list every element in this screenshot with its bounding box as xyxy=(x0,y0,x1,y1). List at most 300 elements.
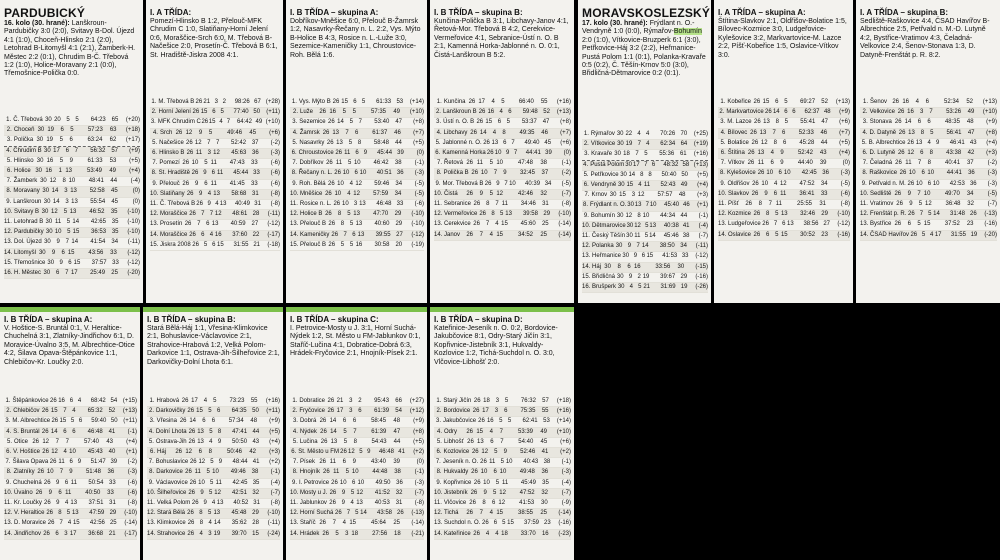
table-cell: 17 xyxy=(336,408,344,415)
table-cell: 38 xyxy=(394,469,401,476)
table-cell: 52:46 xyxy=(520,449,536,456)
table-cell: 5 xyxy=(775,231,779,238)
table-cell: 43 xyxy=(819,150,827,157)
table-cell: 26 xyxy=(907,180,915,187)
table-cell: Jablonné n. O. xyxy=(442,139,482,146)
table-cell: 7. xyxy=(584,192,590,199)
table-row xyxy=(582,242,708,252)
table-cell: 7 xyxy=(345,129,349,136)
table-cell: 63:24 xyxy=(87,137,103,144)
table-cell: 6 xyxy=(781,129,786,136)
table-cell: 9 xyxy=(341,500,345,507)
table-cell: 26 xyxy=(751,139,759,146)
table-row xyxy=(4,136,140,146)
table-cell: 7 xyxy=(504,180,508,187)
table-cell: 7 xyxy=(74,147,78,154)
table-cell: 61:39 xyxy=(371,428,387,435)
table-cell: 2. xyxy=(719,109,725,116)
table-cell: 28 xyxy=(252,520,259,527)
table-cell: 6 xyxy=(765,231,770,238)
table-cell: 13. xyxy=(4,520,13,527)
table-cell: 5 xyxy=(499,418,503,425)
table-cell: 9 xyxy=(59,259,63,266)
table-cell: 55 xyxy=(541,408,549,415)
table-cell: 26 xyxy=(37,469,45,476)
table-cell: 62:37 xyxy=(804,109,820,116)
table-cell: 26 xyxy=(325,211,332,218)
table-row xyxy=(147,519,280,529)
table-cell: 31:69 xyxy=(660,284,676,291)
table-cell: 6 xyxy=(352,479,356,486)
table-cell: St. Město u FM xyxy=(298,449,339,456)
table-cell: 36 xyxy=(541,469,549,476)
table-cell: 42:46 xyxy=(517,190,533,197)
table-cell: 54:43 xyxy=(371,438,387,445)
league-title: I. B TŘÍDA – skupina A: xyxy=(290,8,379,17)
table-cell: (-12) xyxy=(127,259,140,266)
table-cell: Heřmanice xyxy=(592,253,622,260)
table-cell: 11. xyxy=(150,201,158,208)
table-cell: 10 xyxy=(923,190,931,197)
table-cell: Žamrsk xyxy=(299,129,320,136)
table-cell: 14 xyxy=(772,109,780,116)
table-cell: 47:59 xyxy=(89,510,105,517)
table-cell: Hlinsko B xyxy=(159,150,185,157)
table-cell: (+10) xyxy=(556,428,571,435)
table-row xyxy=(4,438,137,448)
table-cell: Polička xyxy=(13,137,34,144)
table-row xyxy=(147,489,280,499)
table-row xyxy=(718,169,850,179)
table-cell: 9 xyxy=(56,479,60,486)
table-cell: 26 xyxy=(334,170,341,177)
table-cell: 26 xyxy=(320,428,327,435)
table-cell: 26 xyxy=(466,160,474,167)
table-cell: 13. xyxy=(290,221,299,228)
table-cell: 26 xyxy=(473,201,481,208)
table-row xyxy=(434,407,571,417)
table-cell: (-24) xyxy=(267,530,280,537)
table-cell: 32 xyxy=(541,489,549,496)
table-cell: Dobratice xyxy=(299,398,326,404)
table-cell: 3. xyxy=(436,418,442,425)
table-row xyxy=(4,157,140,167)
table-cell: (-13) xyxy=(984,211,997,218)
table-cell: 20 xyxy=(54,117,61,123)
table-cell: 26 xyxy=(326,139,334,146)
table-cell: 5 xyxy=(501,99,505,105)
table-cell: 33 xyxy=(253,170,260,177)
table-cell: 1. xyxy=(6,117,12,123)
table-cell: Moraščice xyxy=(160,211,188,218)
table-cell: 6 xyxy=(352,418,357,425)
table-cell: 23 xyxy=(821,231,828,238)
table-cell: 25:55 xyxy=(796,201,812,208)
league-title: I. B TŘÍDA – skupina D: xyxy=(434,315,523,324)
table-cell: 12. xyxy=(582,243,591,250)
table-cell: 11. xyxy=(434,500,442,507)
table-cell: 6 xyxy=(342,459,346,466)
table-cell: (+5) xyxy=(129,157,141,164)
table-row xyxy=(150,118,280,128)
table-cell: (+18) xyxy=(556,398,572,404)
table-cell: Choceň xyxy=(13,127,35,134)
table-cell: 5 xyxy=(210,479,214,486)
table-cell: 41 xyxy=(541,449,549,456)
table-cell: 42:45 xyxy=(801,170,817,177)
table-cell: 10 xyxy=(46,469,54,476)
table-row xyxy=(150,108,280,118)
table-cell: 20 xyxy=(395,241,403,248)
table-cell: 6. xyxy=(583,182,589,189)
section-accent-bar xyxy=(286,307,427,312)
standings-table xyxy=(434,98,571,241)
table-cell: 5 xyxy=(784,119,788,126)
table-cell: 26 xyxy=(42,449,49,456)
table-cell: 16 xyxy=(329,109,336,116)
table-cell: 9 xyxy=(217,438,222,445)
table-row xyxy=(290,489,424,499)
table-cell: 4 xyxy=(495,221,499,228)
table-cell: 4 xyxy=(207,190,212,197)
table-cell: 9. xyxy=(6,198,12,205)
table-cell: 10 xyxy=(353,160,361,167)
table-row xyxy=(718,149,850,159)
table-cell: (-3) xyxy=(840,170,850,177)
table-cell: (-14) xyxy=(558,510,571,517)
table-row xyxy=(434,519,571,529)
table-cell: 31 xyxy=(819,201,826,208)
table-cell: 9 xyxy=(780,160,784,167)
table-cell: 6 xyxy=(493,520,498,527)
table-cell: (-9) xyxy=(561,500,572,507)
table-cell: 41 xyxy=(398,449,405,456)
table-cell: 13 xyxy=(69,208,77,215)
table-cell: 36:53 xyxy=(91,229,107,236)
table-cell: (+2) xyxy=(560,449,571,456)
table-cell: (-10) xyxy=(127,219,141,226)
table-cell: (+6) xyxy=(839,119,850,126)
table-cell: 52 xyxy=(108,408,116,415)
table-cell: 45:44 xyxy=(377,150,393,157)
table-row xyxy=(4,499,137,509)
table-cell: 5 xyxy=(499,211,504,218)
table-cell: 4 xyxy=(199,530,203,537)
table-cell: Krnov xyxy=(591,192,608,199)
table-cell: 59:48 xyxy=(522,109,538,116)
round-results xyxy=(290,325,424,359)
table-cell: Ostrava-Jih xyxy=(155,438,187,445)
table-cell: 15 xyxy=(496,231,503,238)
league-column-ms-1a-a xyxy=(714,0,853,303)
table-cell: Český Těšín xyxy=(591,233,626,240)
table-cell: 26 xyxy=(41,428,49,435)
table-cell: 1. xyxy=(151,99,157,105)
table-row xyxy=(290,509,424,519)
table-cell: 18 xyxy=(394,530,401,537)
table-row xyxy=(4,530,137,540)
table-cell: 26 xyxy=(49,459,57,466)
table-cell: 41 xyxy=(108,428,116,435)
table-row xyxy=(860,108,997,118)
table-cell: 45:43 xyxy=(87,449,103,456)
table-cell: 7 xyxy=(637,141,641,148)
table-cell: 44:41 xyxy=(946,170,962,177)
table-cell: 30 xyxy=(620,171,627,178)
table-row xyxy=(718,159,850,169)
table-cell: (-12) xyxy=(837,221,850,228)
table-cell: 30 xyxy=(622,253,630,260)
table-cell: 15 xyxy=(196,408,203,415)
table-cell: 57:59 xyxy=(373,190,389,197)
table-cell: (-1) xyxy=(414,160,424,167)
table-cell: 26 xyxy=(332,99,340,105)
table-cell: Třemošnice xyxy=(14,259,46,266)
table-cell: 26 xyxy=(895,160,902,167)
table-cell: 3. xyxy=(292,418,298,425)
table-cell: 5 xyxy=(349,221,354,228)
table-cell: 5. xyxy=(436,438,442,445)
standings-table xyxy=(150,98,280,251)
table-cell: 26 xyxy=(328,241,336,248)
table-cell: 26 xyxy=(472,408,480,415)
table-row xyxy=(290,159,424,169)
table-cell: (-8) xyxy=(127,500,138,507)
table-cell: 40:43 xyxy=(523,459,539,466)
table-cell: Cerekvice xyxy=(444,221,471,228)
table-row xyxy=(147,458,280,468)
table-cell: B. Albrechtice xyxy=(868,139,906,146)
table-cell: 4 xyxy=(646,141,650,148)
table-cell: 33 xyxy=(251,160,258,167)
table-cell: 10 xyxy=(342,170,350,177)
table-cell: 42:65 xyxy=(90,219,106,226)
table-cell: 7 xyxy=(495,201,499,208)
table-cell: Pardubičky xyxy=(14,229,44,236)
table-cell: 35 xyxy=(542,479,549,486)
table-cell: Žamberk xyxy=(13,178,38,185)
table-cell: 12 xyxy=(907,150,915,157)
table-cell: (-16) xyxy=(984,221,997,228)
table-row xyxy=(290,499,424,509)
table-row xyxy=(582,201,708,211)
table-cell: 7. xyxy=(292,160,298,167)
table-cell: 3 xyxy=(631,192,636,199)
table-cell: 26 xyxy=(331,231,339,238)
table-cell: (-7) xyxy=(698,233,709,240)
table-cell: (-10) xyxy=(411,211,424,218)
table-cell: (-20) xyxy=(984,231,997,238)
table-cell: 22 xyxy=(625,131,633,137)
table-cell: 38:50 xyxy=(659,243,675,250)
table-cell: 14. xyxy=(582,263,591,270)
table-row xyxy=(4,417,137,427)
table-cell: 26 xyxy=(195,99,203,105)
table-cell: 9 xyxy=(200,489,204,496)
table-cell: 6 xyxy=(61,249,65,256)
table-cell: 36 xyxy=(396,170,404,177)
table-row xyxy=(860,98,997,108)
table-cell: 8 xyxy=(637,212,641,219)
table-cell: Bohuslavice xyxy=(155,459,189,466)
table-row xyxy=(582,140,708,150)
table-cell: 5 xyxy=(918,201,923,208)
table-cell: 26 xyxy=(898,129,906,136)
table-cell: 3. xyxy=(436,119,442,126)
table-cell: 3. xyxy=(6,137,12,144)
table-cell: 65:32 xyxy=(87,408,103,415)
league-title: I. B TŘÍDA – skupina C: xyxy=(290,315,379,324)
table-row xyxy=(290,448,424,458)
table-cell: 3. xyxy=(720,119,726,126)
results-text: V. Hoštice-S. Bruntál 0:1, V. Heraltice-Chuchelná 3:1, Zlatníky-Jindřichov 6:1, D. Moravice-Úvalno 3:5, M. Albrechtice-Otice 4:2, Šilava Opava-Štěpánkovice 1:1, Chlebičov-Kr. Loučky 2:0. xyxy=(4,325,135,366)
table-cell: 6 xyxy=(202,418,206,425)
table-cell: 3 xyxy=(208,530,212,537)
table-cell: 26 xyxy=(32,438,39,445)
table-cell: 38 xyxy=(682,233,690,240)
table-cell: 3 xyxy=(494,408,499,415)
table-cell: 50:40 xyxy=(661,171,677,178)
table-row xyxy=(718,98,850,108)
table-cell: 9 xyxy=(935,139,940,146)
table-cell: Jeseník n. O. xyxy=(442,459,479,466)
table-cell: 8 xyxy=(337,211,342,218)
table-cell: 7. xyxy=(6,178,12,185)
table-cell: 10 xyxy=(68,178,76,185)
table-cell: 18 xyxy=(501,530,508,537)
table-cell: 2. xyxy=(151,109,157,116)
table-cell: 5 xyxy=(342,109,346,116)
table-cell: 9. xyxy=(152,180,158,187)
table-cell: 26 xyxy=(478,109,486,116)
table-row xyxy=(860,139,997,149)
table-cell: MFK Chrudim C xyxy=(157,119,201,126)
table-cell: (+19) xyxy=(693,141,708,148)
table-cell: 35 xyxy=(252,479,260,486)
table-cell: 26 xyxy=(189,459,197,466)
league-title: I. A TŘÍDA – skupina A: xyxy=(718,8,806,17)
table-cell: 13 xyxy=(65,168,72,175)
table-cell: 5 xyxy=(489,190,493,197)
table-cell: 6 xyxy=(69,398,74,404)
table-cell: (-16) xyxy=(837,231,850,238)
table-cell: (-1) xyxy=(414,469,424,476)
table-cell: 30 xyxy=(36,137,44,144)
table-cell: (+9) xyxy=(129,147,140,154)
table-cell: 7 xyxy=(485,221,490,228)
table-cell: 29 xyxy=(109,510,117,517)
table-cell: 9 xyxy=(764,190,768,197)
table-row xyxy=(290,479,424,489)
table-cell: 6 xyxy=(784,109,788,116)
table-cell: (+18) xyxy=(125,127,140,134)
standings-table xyxy=(290,397,424,540)
table-cell: 34 xyxy=(680,243,687,250)
table-cell: 5 xyxy=(70,418,75,425)
table-cell: (-7) xyxy=(414,489,424,496)
table-cell: 26 xyxy=(753,99,761,105)
table-cell: (+16) xyxy=(556,99,571,105)
table-cell: (-17) xyxy=(124,530,137,537)
table-cell: 5 xyxy=(361,99,366,105)
table-cell: (0) xyxy=(132,198,140,205)
table-cell: (+28) xyxy=(265,99,281,105)
table-cell: 30:52 xyxy=(800,231,816,238)
league-column-ms-1b-c xyxy=(286,307,427,560)
table-cell: 25 xyxy=(541,221,549,228)
table-cell: 26 xyxy=(192,241,199,248)
table-cell: 11. xyxy=(434,201,442,208)
table-cell: 19 xyxy=(625,141,633,148)
table-cell: 17 xyxy=(69,530,77,537)
table-row xyxy=(434,149,571,159)
table-cell: 14. xyxy=(150,231,159,238)
table-cell: 19 xyxy=(47,127,55,134)
table-cell: (-4) xyxy=(698,222,708,229)
table-cell: Horní Jelení xyxy=(158,109,191,116)
table-cell: 13 xyxy=(71,198,78,205)
table-cell: 15. xyxy=(290,241,299,248)
table-row xyxy=(150,169,280,179)
table-cell: 39:58 xyxy=(522,211,538,218)
table-cell: 10. xyxy=(4,208,13,215)
table-cell: (-1) xyxy=(270,469,280,476)
table-cell: 26 xyxy=(473,398,481,404)
table-cell: 5 xyxy=(206,469,210,476)
table-cell: 8 xyxy=(502,129,506,136)
table-cell: (-5) xyxy=(987,190,998,197)
table-cell: 8 xyxy=(765,211,770,218)
table-cell: 14. xyxy=(4,530,13,537)
table-cell: 10 xyxy=(212,469,219,476)
table-cell: I. Petrovice xyxy=(299,479,330,486)
table-cell: 14 xyxy=(641,243,649,250)
table-cell: 9. xyxy=(435,180,441,187)
table-cell: 13 xyxy=(915,139,923,146)
table-cell: 4 xyxy=(489,510,493,517)
table-cell: 6 xyxy=(917,119,922,126)
section-accent-bar xyxy=(0,307,140,312)
table-cell: 26 xyxy=(322,129,330,136)
table-cell: 10 xyxy=(334,190,342,197)
table-cell: 10 xyxy=(339,479,347,486)
table-cell: 6 xyxy=(204,180,208,187)
table-cell: 40:50 xyxy=(85,489,101,496)
table-cell: (+4) xyxy=(129,168,140,175)
table-cell: (-7) xyxy=(561,489,572,496)
table-cell: 54 xyxy=(395,408,402,415)
table-cell: 43 xyxy=(252,438,260,445)
table-cell: (-8) xyxy=(270,500,281,507)
table-cell: 26 xyxy=(473,479,481,486)
table-cell: 70:26 xyxy=(660,131,676,137)
table-cell: 13 xyxy=(197,438,204,445)
table-cell: 15 xyxy=(252,530,259,537)
table-cell: 14. xyxy=(290,530,299,537)
table-cell: 6. xyxy=(862,150,868,157)
table-cell: 5 xyxy=(75,117,79,123)
table-cell: 4 xyxy=(349,180,353,187)
table-cell: 26 xyxy=(483,139,490,146)
table-cell: (-7) xyxy=(270,489,280,496)
table-cell: 61:39 xyxy=(374,408,390,415)
table-row xyxy=(290,241,424,251)
table-row xyxy=(4,509,137,519)
table-cell: 27:56 xyxy=(372,530,388,537)
table-cell: (+13) xyxy=(835,99,850,105)
table-cell: 29 xyxy=(395,221,403,228)
table-row xyxy=(147,499,280,509)
